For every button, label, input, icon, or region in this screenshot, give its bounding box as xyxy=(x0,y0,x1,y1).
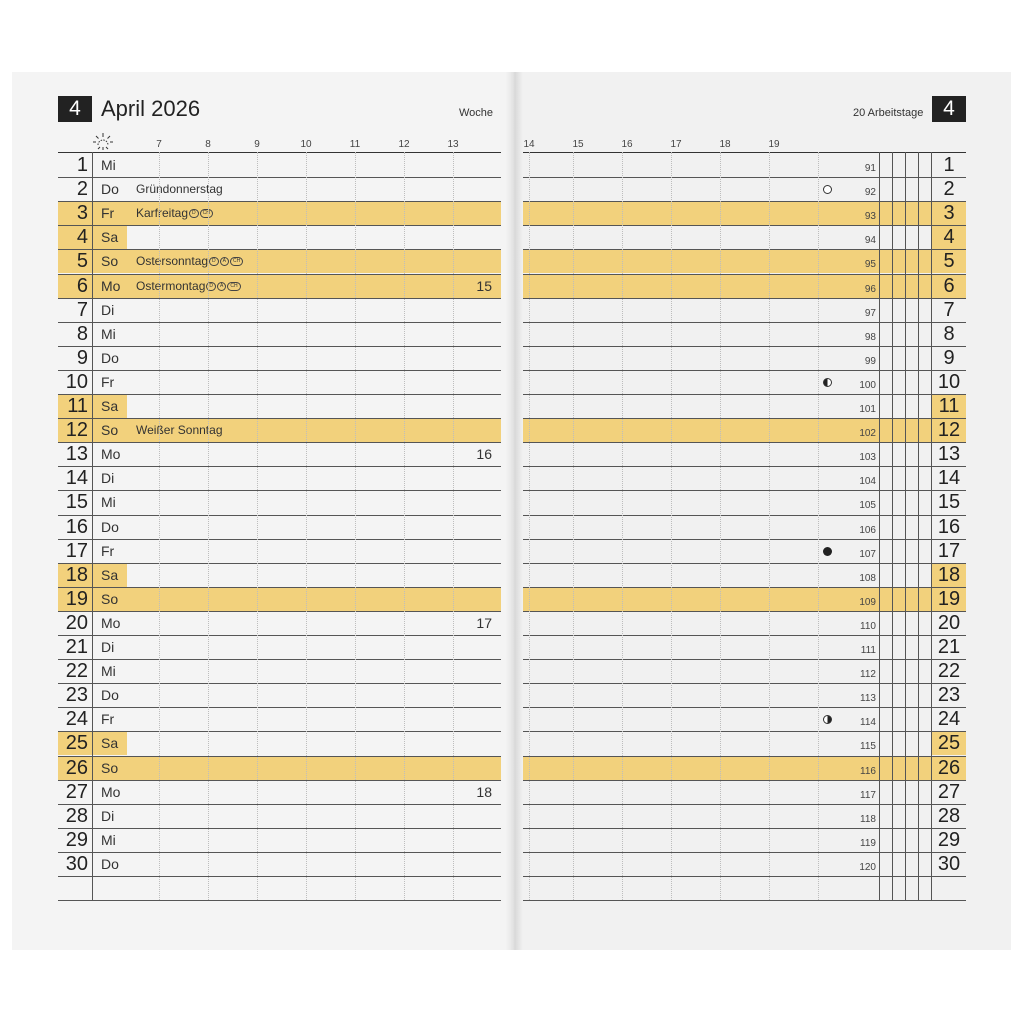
hour-rule-right xyxy=(573,152,574,900)
weekday-label: Do xyxy=(101,687,119,703)
day-of-year: 112 xyxy=(860,669,876,680)
checkbox-column-rule xyxy=(892,152,893,900)
calendar-row xyxy=(0,153,1024,177)
row-rule-right xyxy=(523,442,966,443)
row-rule-right xyxy=(523,900,966,901)
day-of-year: 99 xyxy=(864,356,876,367)
hour-rule-right xyxy=(769,152,770,900)
weekday-label: Mi xyxy=(101,157,116,173)
hour-rule-right xyxy=(671,152,672,900)
workdays-label: 20 Arbeitstage xyxy=(853,107,924,119)
holiday-label xyxy=(136,177,223,201)
row-rule-right xyxy=(523,539,966,540)
holiday-name: Gründonnerstag xyxy=(136,182,223,196)
weekday-label: Mi xyxy=(101,326,116,342)
row-rule-right xyxy=(523,635,966,636)
hour-label: 19 xyxy=(768,139,780,150)
day-number-right: 5 xyxy=(943,250,955,272)
holiday-label xyxy=(136,274,241,298)
day-number-right: 28 xyxy=(937,805,961,827)
region-tag: CH xyxy=(227,282,240,291)
day-number-right: 3 xyxy=(943,202,955,224)
day-of-year: 94 xyxy=(864,235,876,246)
day-number: 9 xyxy=(76,347,88,369)
row-rule-left xyxy=(58,418,501,419)
row-rule-right xyxy=(523,249,966,250)
row-rule-right xyxy=(523,225,966,226)
hour-rule-left xyxy=(257,152,258,900)
moon-last-icon xyxy=(823,378,832,387)
holiday-name: Ostermontag xyxy=(136,279,206,293)
day-of-year: 98 xyxy=(864,332,876,343)
calendar-row xyxy=(0,177,1024,201)
day-of-year: 93 xyxy=(864,211,876,222)
row-rule-left xyxy=(58,394,501,395)
hour-label: 15 xyxy=(572,139,584,150)
holiday-name: Ostersonntag xyxy=(136,254,209,268)
holiday-label xyxy=(136,418,223,442)
day-of-year: 101 xyxy=(859,404,876,415)
region-tag: CH xyxy=(230,257,243,266)
day-number-right: 21 xyxy=(937,636,961,658)
day-number-right: 13 xyxy=(937,443,961,465)
checkbox-column-rule xyxy=(918,152,919,900)
week-number: 18 xyxy=(476,784,492,800)
calendar-row xyxy=(0,201,1024,225)
day-number: 15 xyxy=(65,491,88,513)
day-of-year: 106 xyxy=(859,525,876,536)
row-rule-right xyxy=(523,828,966,829)
row-rule-left xyxy=(58,298,501,299)
weekday-label: Fr xyxy=(101,543,115,559)
weekday-label: Sa xyxy=(101,567,119,583)
moon-first-icon xyxy=(823,715,832,724)
weekday-label: Do xyxy=(101,350,119,366)
calendar-row xyxy=(0,683,1024,707)
row-rule-right xyxy=(523,515,966,516)
hour-rule-right xyxy=(622,152,623,900)
row-rule-left xyxy=(58,249,501,250)
day-of-year: 118 xyxy=(860,814,876,825)
row-rule-left xyxy=(58,539,501,540)
day-of-year: 107 xyxy=(859,549,876,560)
hour-label: 10 xyxy=(300,139,312,150)
calendar-row xyxy=(0,707,1024,731)
holiday-label xyxy=(136,249,243,273)
day-number-right: 11 xyxy=(938,395,960,417)
day-of-year: 95 xyxy=(864,259,876,270)
calendar-row xyxy=(0,756,1024,780)
day-number: 3 xyxy=(76,202,88,224)
row-rule-right xyxy=(523,659,966,660)
row-rule-left xyxy=(58,346,501,347)
day-number: 11 xyxy=(67,395,88,417)
row-rule-right xyxy=(523,587,966,588)
row-rule-left xyxy=(58,225,501,226)
day-number: 23 xyxy=(65,684,88,706)
region-tag: A xyxy=(217,282,226,291)
day-number-right: 7 xyxy=(943,299,955,321)
day-of-year: 115 xyxy=(860,741,876,752)
day-number: 12 xyxy=(65,419,88,441)
row-rule-right xyxy=(523,394,966,395)
day-of-year: 102 xyxy=(859,428,876,439)
day-number: 7 xyxy=(76,299,88,321)
row-rule-left xyxy=(58,322,501,323)
weekday-label: Fr xyxy=(101,374,115,390)
day-number: 1 xyxy=(76,154,88,176)
hour-label: 8 xyxy=(205,139,211,150)
calendar-row xyxy=(0,731,1024,755)
row-rule-right xyxy=(523,201,966,202)
day-number-right: 17 xyxy=(937,540,961,562)
row-rule-left xyxy=(58,442,501,443)
day-number: 13 xyxy=(65,443,88,465)
day-number: 16 xyxy=(65,516,88,538)
calendar-row xyxy=(0,249,1024,273)
row-rule-right xyxy=(523,804,966,805)
day-number: 14 xyxy=(65,467,88,489)
hour-rule-left xyxy=(159,152,160,900)
moon-full-icon xyxy=(823,185,832,194)
day-of-year: 119 xyxy=(860,838,876,849)
calendar-row xyxy=(0,442,1024,466)
day-number-right: 9 xyxy=(943,347,955,369)
day-number: 29 xyxy=(65,829,88,851)
row-rule-left xyxy=(58,900,501,901)
region-tag: D xyxy=(209,257,219,266)
day-number: 8 xyxy=(76,323,88,345)
day-of-year: 116 xyxy=(860,766,876,777)
row-rule-right xyxy=(523,490,966,491)
row-rule-right xyxy=(523,177,966,178)
row-rule-right xyxy=(523,876,966,877)
calendar-row xyxy=(0,635,1024,659)
row-rule-left xyxy=(58,201,501,202)
week-label: Woche xyxy=(459,107,494,119)
day-number-right: 12 xyxy=(937,419,961,441)
day-number: 25 xyxy=(65,732,88,754)
hour-label: 7 xyxy=(156,139,162,150)
calendar-row xyxy=(0,418,1024,442)
row-rule-left xyxy=(58,515,501,516)
checkbox-column-rule xyxy=(931,152,932,900)
calendar-row xyxy=(0,804,1024,828)
day-number-right: 30 xyxy=(937,853,961,875)
day-number: 4 xyxy=(76,226,88,248)
day-number: 24 xyxy=(65,708,88,730)
region-tag: D xyxy=(189,209,199,218)
row-rule-left xyxy=(58,756,501,757)
weekday-label: So xyxy=(101,591,119,607)
calendar-row xyxy=(0,370,1024,394)
hour-rule-right xyxy=(818,152,819,900)
hour-rule-left xyxy=(208,152,209,900)
day-number-right: 1 xyxy=(943,154,955,176)
weekday-label: Di xyxy=(101,639,115,655)
row-rule-left xyxy=(58,780,501,781)
day-number: 20 xyxy=(65,612,88,634)
day-number-right: 4 xyxy=(943,226,955,248)
calendar-row xyxy=(0,225,1024,249)
day-of-year: 92 xyxy=(864,187,876,198)
weekday-label: Di xyxy=(101,808,115,824)
region-tag: CH xyxy=(200,209,213,218)
weekday-label: Di xyxy=(101,302,115,318)
row-rule-left xyxy=(58,490,501,491)
calendar-row xyxy=(0,490,1024,514)
row-rule-right xyxy=(523,346,966,347)
day-of-year: 108 xyxy=(859,573,876,584)
day-number: 19 xyxy=(65,588,88,610)
weekday-label: Mo xyxy=(101,615,121,631)
calendar-row xyxy=(0,394,1024,418)
hour-label: 9 xyxy=(254,139,260,150)
hour-rule-left xyxy=(355,152,356,900)
row-rule-left xyxy=(58,828,501,829)
row-rule-left xyxy=(58,707,501,708)
holiday-name: Karfreitag xyxy=(136,206,189,220)
row-rule-right xyxy=(523,707,966,708)
hour-label: 16 xyxy=(621,139,633,150)
day-column-rule xyxy=(92,152,93,900)
hour-rule-left xyxy=(453,152,454,900)
row-rule-right xyxy=(523,563,966,564)
day-number: 27 xyxy=(65,781,88,803)
week-number: 16 xyxy=(476,446,492,462)
day-number: 21 xyxy=(65,636,88,658)
day-of-year: 105 xyxy=(859,500,876,511)
month-title: April 2026 xyxy=(101,96,201,121)
moon-new-icon xyxy=(823,547,832,556)
day-of-year: 104 xyxy=(859,476,876,487)
calendar-row xyxy=(0,659,1024,683)
row-rule-left xyxy=(58,804,501,805)
calendar-row xyxy=(0,274,1024,298)
day-number-right: 10 xyxy=(937,371,961,393)
hour-label: 14 xyxy=(523,139,535,150)
day-number-right: 24 xyxy=(937,708,961,730)
day-of-year: 109 xyxy=(859,597,876,608)
hour-rule-left xyxy=(306,152,307,900)
day-of-year: 111 xyxy=(860,645,876,656)
row-rule-right xyxy=(523,322,966,323)
hour-label: 12 xyxy=(398,139,410,150)
day-of-year: 120 xyxy=(859,862,876,873)
row-rule-left xyxy=(58,876,501,877)
calendar-row xyxy=(0,298,1024,322)
calendar-row xyxy=(0,852,1024,876)
day-number-right: 16 xyxy=(937,516,961,538)
row-rule-left xyxy=(58,852,501,853)
row-rule-left xyxy=(58,587,501,588)
row-rule-right xyxy=(523,274,966,275)
weekday-label: Mo xyxy=(101,446,121,462)
day-number: 26 xyxy=(65,757,88,779)
calendar-row xyxy=(0,587,1024,611)
sunrise-icon xyxy=(92,131,114,151)
row-rule-left xyxy=(58,683,501,684)
day-number: 5 xyxy=(76,250,88,272)
week-number: 15 xyxy=(476,278,492,294)
day-number: 28 xyxy=(65,805,88,827)
day-number-right: 29 xyxy=(937,829,961,851)
day-number-right: 26 xyxy=(937,757,961,779)
weekday-label: Mi xyxy=(101,494,116,510)
row-rule-left xyxy=(58,635,501,636)
day-number-right: 23 xyxy=(937,684,961,706)
checkbox-column-rule xyxy=(879,152,880,900)
weekday-label: Sa xyxy=(101,735,119,751)
calendar-row xyxy=(0,780,1024,804)
month-number-box-right: 4 xyxy=(932,96,966,122)
holiday-name: Weißer Sonntag xyxy=(136,423,223,437)
day-number-right: 14 xyxy=(937,467,961,489)
header-rule-left xyxy=(58,152,501,153)
weekday-label: So xyxy=(101,253,119,269)
day-number-right: 27 xyxy=(937,781,961,803)
hour-rule-right xyxy=(720,152,721,900)
day-number: 22 xyxy=(65,660,88,682)
day-number-right: 25 xyxy=(937,732,961,754)
day-number-right: 8 xyxy=(943,323,955,345)
row-rule-right xyxy=(523,611,966,612)
weekday-label: So xyxy=(101,760,119,776)
row-rule-left xyxy=(58,466,501,467)
day-number-right: 2 xyxy=(943,178,955,200)
row-rule-right xyxy=(523,731,966,732)
day-of-year: 110 xyxy=(860,621,876,632)
hour-label: 13 xyxy=(447,139,459,150)
weekday-label: Do xyxy=(101,181,119,197)
row-rule-right xyxy=(523,298,966,299)
checkbox-column-rule xyxy=(905,152,906,900)
day-number: 30 xyxy=(65,853,88,875)
row-rule-left xyxy=(58,659,501,660)
day-number: 2 xyxy=(76,178,88,200)
weekday-label: Mi xyxy=(101,663,116,679)
calendar-row xyxy=(0,515,1024,539)
day-of-year: 100 xyxy=(859,380,876,391)
region-tag: D xyxy=(206,282,216,291)
calendar-row xyxy=(0,563,1024,587)
header-rule-right xyxy=(523,152,966,153)
row-rule-right xyxy=(523,466,966,467)
weekday-label: Mo xyxy=(101,784,121,800)
weekday-label: Sa xyxy=(101,398,119,414)
calendar-row xyxy=(0,828,1024,852)
row-rule-left xyxy=(58,731,501,732)
holiday-label xyxy=(136,201,213,225)
weekday-label: Di xyxy=(101,470,115,486)
calendar-row xyxy=(0,611,1024,635)
day-number: 18 xyxy=(65,564,88,586)
hour-label: 17 xyxy=(670,139,682,150)
weekday-label: Sa xyxy=(101,229,119,245)
row-rule-right xyxy=(523,852,966,853)
row-rule-right xyxy=(523,370,966,371)
day-number-right: 15 xyxy=(937,491,961,513)
row-rule-left xyxy=(58,274,501,275)
hour-label: 18 xyxy=(719,139,731,150)
day-of-year: 97 xyxy=(864,308,876,319)
weekday-label: Mo xyxy=(101,278,121,294)
month-number-box-left: 4 xyxy=(58,96,92,122)
day-number-right: 6 xyxy=(943,275,955,297)
row-rule-left xyxy=(58,370,501,371)
day-number-right: 22 xyxy=(937,660,961,682)
day-number-right: 20 xyxy=(937,612,961,634)
day-number-right: 18 xyxy=(937,564,961,586)
row-rule-left xyxy=(58,611,501,612)
row-rule-right xyxy=(523,780,966,781)
day-of-year: 103 xyxy=(859,452,876,463)
region-tag: A xyxy=(220,257,229,266)
weekday-label: So xyxy=(101,422,119,438)
hour-label: 11 xyxy=(349,139,361,150)
hour-rule-left xyxy=(404,152,405,900)
calendar-row xyxy=(0,346,1024,370)
week-number: 17 xyxy=(476,615,492,631)
row-rule-right xyxy=(523,418,966,419)
weekday-label: Do xyxy=(101,519,119,535)
row-rule-left xyxy=(58,563,501,564)
row-rule-left xyxy=(58,177,501,178)
day-of-year: 117 xyxy=(860,790,876,801)
weekday-label: Fr xyxy=(101,711,115,727)
weekday-label: Fr xyxy=(101,205,115,221)
row-rule-right xyxy=(523,683,966,684)
calendar-row xyxy=(0,539,1024,563)
calendar-row xyxy=(0,466,1024,490)
day-number: 6 xyxy=(76,275,88,297)
day-of-year: 113 xyxy=(860,693,876,704)
day-number: 17 xyxy=(65,540,88,562)
day-number: 10 xyxy=(65,371,88,393)
day-number-right: 19 xyxy=(937,588,961,610)
row-rule-right xyxy=(523,756,966,757)
day-of-year: 96 xyxy=(864,284,876,295)
day-of-year: 114 xyxy=(860,717,876,728)
weekday-label: Do xyxy=(101,856,119,872)
calendar-row xyxy=(0,322,1024,346)
weekday-label: Mi xyxy=(101,832,116,848)
hour-rule-right xyxy=(529,152,530,900)
day-of-year: 91 xyxy=(864,163,876,174)
